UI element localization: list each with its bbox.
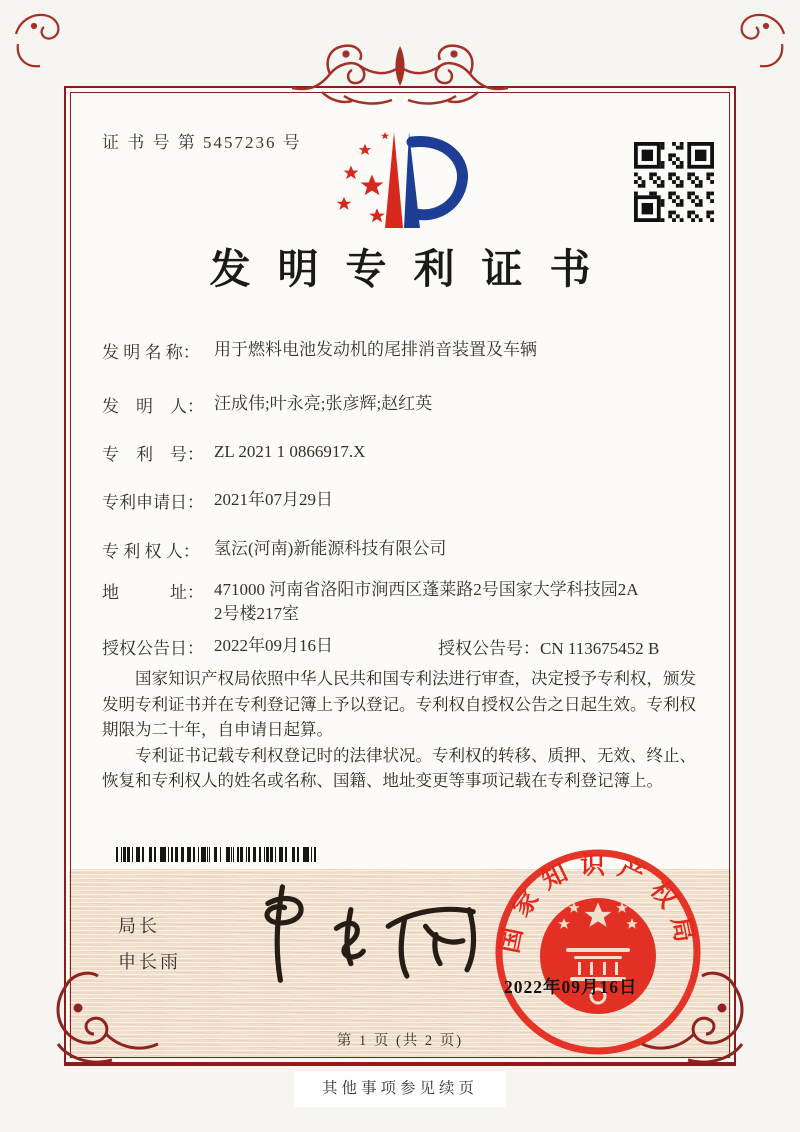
- field-value: 氢沄(河南)新能源科技有限公司: [214, 539, 447, 558]
- field-label: 地 址：: [102, 583, 204, 602]
- certificate-frame: [64, 86, 736, 1066]
- cnipa-logo-icon: [332, 126, 472, 236]
- certificate-title: 发明专利证书: [209, 246, 618, 292]
- director-title: 局长: [118, 916, 160, 936]
- field-row-address: [102, 578, 639, 626]
- address-line-1: 471000 河南省洛阳市涧西区蓬莱路2号国家大学科技园2A: [214, 580, 639, 599]
- field-label: 发 明 名 称：: [102, 343, 200, 362]
- seal-date: 2022年09月16日: [504, 977, 638, 997]
- footer-note: 其他事项参见续页: [294, 1071, 506, 1107]
- certificate-number: 证 书 号 第 5457236 号: [102, 133, 302, 152]
- field-label: 专利申请日：: [102, 493, 204, 512]
- address-line-2: 2号楼217室: [214, 604, 299, 623]
- legal-paragraph-1: 国家知识产权局依照中华人民共和国专利法进行审查，决定授予专利权，颁发发明专利证书并在专利登记簿上予以登记。专利权自授权公告之日起生效。专利权期限为二十年，自申请日起算。: [102, 669, 696, 739]
- field-value: 汪成伟;叶永亮;张彦辉;赵红英: [214, 394, 433, 413]
- field-label: 授权公告日：: [102, 639, 204, 658]
- official-seal-icon: [490, 844, 706, 1060]
- barcode-icon: [116, 847, 316, 862]
- field-value: 用于燃料电池发动机的尾排消音装置及车辆: [214, 340, 537, 359]
- field-value: CN 113675452 B: [540, 639, 660, 658]
- field-label: 授权公告号：: [438, 639, 540, 658]
- field-value: [214, 578, 639, 626]
- field-grant-number: [438, 634, 659, 659]
- field-label: 发 明 人：: [102, 397, 204, 416]
- field-row-filing-date: [102, 488, 333, 513]
- page-number: 第 1 页 (共 2 页): [336, 1033, 464, 1049]
- qr-code-icon: [634, 142, 714, 222]
- seal-ring-text: 国家知识产权局: [496, 852, 700, 956]
- field-row-invention-name: [102, 338, 537, 363]
- field-value: ZL 2021 1 0866917.X: [214, 442, 366, 461]
- field-value: 2021年07月29日: [214, 490, 333, 509]
- field-label: 专 利 号：: [102, 445, 204, 464]
- field-label: 专 利 权 人：: [102, 542, 200, 561]
- field-row-patentee: [102, 537, 446, 562]
- director-name: 申长雨: [118, 952, 181, 972]
- signature-icon: [214, 880, 494, 985]
- field-value: 2022年09月16日: [214, 636, 333, 655]
- field-row-grant: [102, 634, 722, 659]
- field-row-patent-number: [102, 440, 365, 465]
- legal-text: [102, 666, 708, 794]
- legal-paragraph-2: 专利证书记载专利权登记时的法律状况。专利权的转移、质押、无效、终止、恢复和专利权人的姓名或名称、国籍、地址变更等事项记载在专利登记簿上。: [102, 745, 696, 790]
- field-row-inventors: [102, 392, 432, 417]
